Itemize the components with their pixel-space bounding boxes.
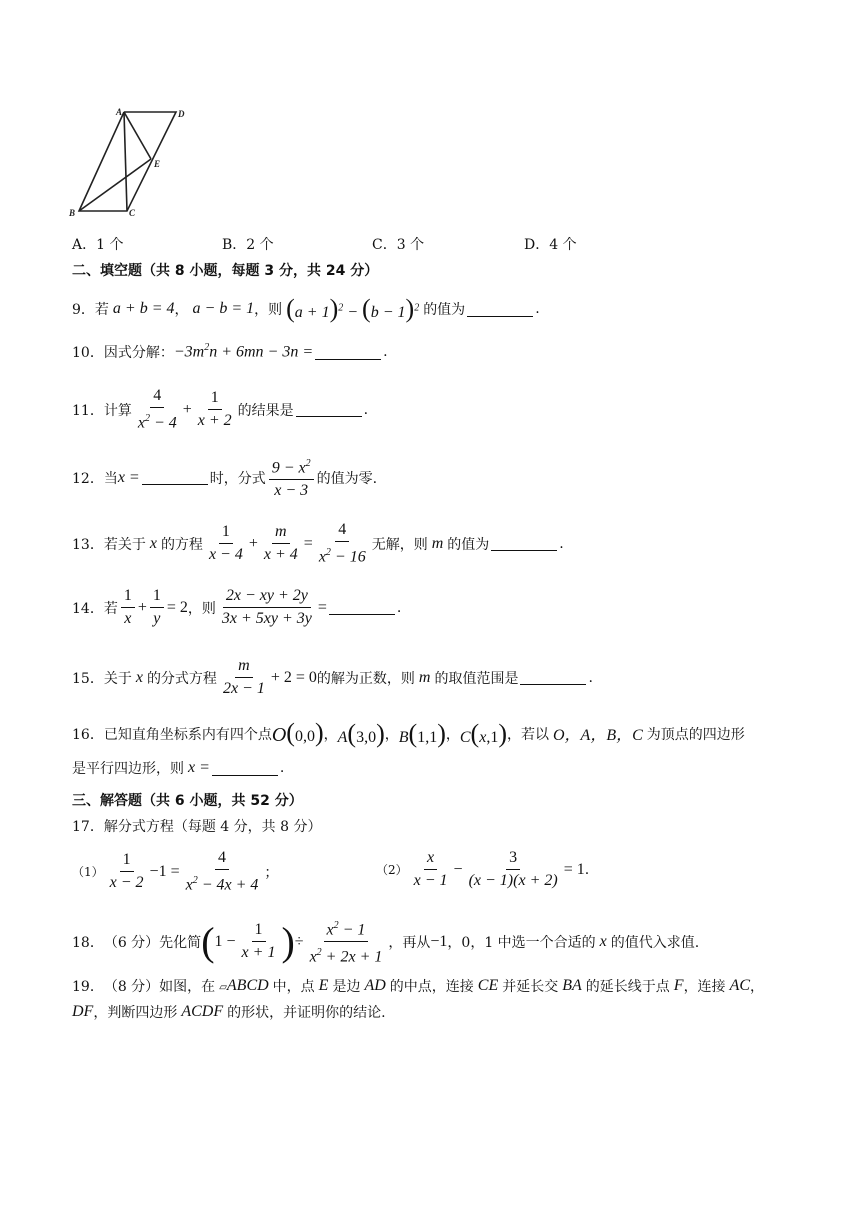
fraction: $\frac{x}{x - 1}$ xyxy=(413,849,448,889)
label-e: E xyxy=(154,159,161,169)
segment-ac xyxy=(124,112,127,211)
answer-blank[interactable] xyxy=(491,536,557,551)
fraction: $\frac{2x - xy + 2y}{3x + 5xy + 3y}$ xyxy=(221,587,312,627)
label-b: B xyxy=(69,208,76,218)
answer-blank[interactable] xyxy=(142,470,208,485)
question-18: 18． （6 分）先化简 ( 1 − $\frac{1}{x + 1}$ ) ÷ $\frac{x^2 - 1}{x^2 + 2x + 1}$ ，再从 −1 ，0，1 中选一个合适的 x 的值代入求值. xyxy=(72,916,699,968)
fraction: $\frac{4}{x^2 - 4}$ xyxy=(137,387,177,432)
section-heading-fill-in: 二、填空题（共 8 小题，每题 3 分，共 24 分） xyxy=(72,263,379,279)
label-d: D xyxy=(178,109,185,119)
fraction: $\frac{9 - x^2}{x - 3}$ xyxy=(269,454,314,501)
question-10: 10． 因式分解： $-3m^2n + 6mn - 3n$ = . xyxy=(72,342,388,361)
answer-blank[interactable] xyxy=(467,302,533,317)
fraction: $\frac{1}{x + 2}$ xyxy=(197,389,232,430)
question-9: 9． 若 a + b = 4 ， a − b = 1 ，则 $(a + 1)^2 - (b - 1)^2$ 的值为 . xyxy=(72,294,540,323)
label-c: C xyxy=(129,208,136,218)
fraction: $\frac{1}{x + 1}$ xyxy=(241,921,276,962)
fraction: $\frac{1}{x - 2}$ xyxy=(109,851,144,892)
question-14: 14． 若 $\frac{1}{x}$ + $\frac{1}{y}$ = 2 ，则 $\frac{2x - xy + 2y}{3x + 5xy + 3y}$ = . xyxy=(72,587,402,627)
fraction: $\frac{1}{x}$ xyxy=(121,586,135,629)
option-d: D．4 个 xyxy=(524,237,577,253)
question-19: 19． （8 分）如图，在 ▱ABCD 中，点 E 是边 AD 的中点，连接 CE 并延长交 BA 的延长线于点 F ，连接 AC ， xyxy=(72,977,765,995)
answer-blank[interactable] xyxy=(212,761,278,776)
fraction: $\frac{1}{y}$ xyxy=(150,586,164,629)
answer-blank[interactable] xyxy=(315,345,381,360)
answer-blank[interactable] xyxy=(520,670,586,685)
fraction: $\frac{m}{2x - 1}$ xyxy=(222,657,265,697)
fraction: $\frac{x^2 - 1}{x^2 + 2x + 1}$ xyxy=(307,916,386,968)
question-11: 11． 计算 $\frac{4}{x^2 - 4}$ + $\frac{1}{x + 2}$ 的结果是 . xyxy=(72,387,369,432)
question-16: 16． 已知直角坐标系内有四个点 O(0,0) ， A(3,0) ， B(1,1) ， C(x,1) ，若以 O，A，B，C 为顶点的四边形 xyxy=(72,718,745,748)
figure-outline xyxy=(79,112,176,211)
question-12: 12． 当 x = 时，分式 $\frac{9 - x^2}{x - 3}$ 的值为零. xyxy=(72,454,377,501)
answer-blank[interactable] xyxy=(296,402,362,417)
question-16-line-2: 是平行四边形，则 x = . xyxy=(72,759,285,777)
question-17: 17． 解分式方程（每题 4 分，共 8 分） xyxy=(72,819,322,835)
question-17-part-1: （1） $\frac{1}{x - 2}$ −1 = $\frac{4}{x^2 - 4x + 4}$ ； xyxy=(72,849,279,894)
parallelogram-figure xyxy=(66,104,196,220)
fraction: $\frac{4}{x^2 - 4x + 4}$ xyxy=(185,849,259,894)
answer-blank[interactable] xyxy=(329,600,395,615)
label-a: A xyxy=(116,107,123,117)
fraction: $\frac{4}{x^2 - 16}$ xyxy=(318,521,366,566)
fraction: $\frac{m}{x + 4}$ xyxy=(263,523,298,564)
section-heading-solve: 三、解答题（共 6 小题，共 52 分） xyxy=(72,793,303,809)
option-c: C．3 个 xyxy=(372,237,425,253)
question-13: 13． 若关于 x 的方程 $\frac{1}{x - 4}$ + $\frac{m}{x + 4}$ = $\frac{4}{x^2 - 16}$ 无解，则 m 的值为 . xyxy=(72,521,564,566)
fraction: $\frac{1}{x - 4}$ xyxy=(208,523,243,564)
option-b: B．2 个 xyxy=(222,237,274,253)
question-17-part-2: （2） $\frac{x}{x - 1}$ − $\frac{3}{(x - 1)(x + 2)}$ = 1 . xyxy=(376,849,590,889)
option-a: A．1 个 xyxy=(72,237,124,253)
fraction: $\frac{3}{(x - 1)(x + 2)}$ xyxy=(468,849,558,889)
question-19-line-2: DF ，判断四边形 ACDF 的形状，并证明你的结论. xyxy=(72,1003,386,1021)
question-15: 15． 关于 x 的分式方程 $\frac{m}{2x - 1}$ + 2 = 0 的解为正数，则 m 的取值范围是 . xyxy=(72,657,593,697)
segment-ae xyxy=(124,112,151,159)
